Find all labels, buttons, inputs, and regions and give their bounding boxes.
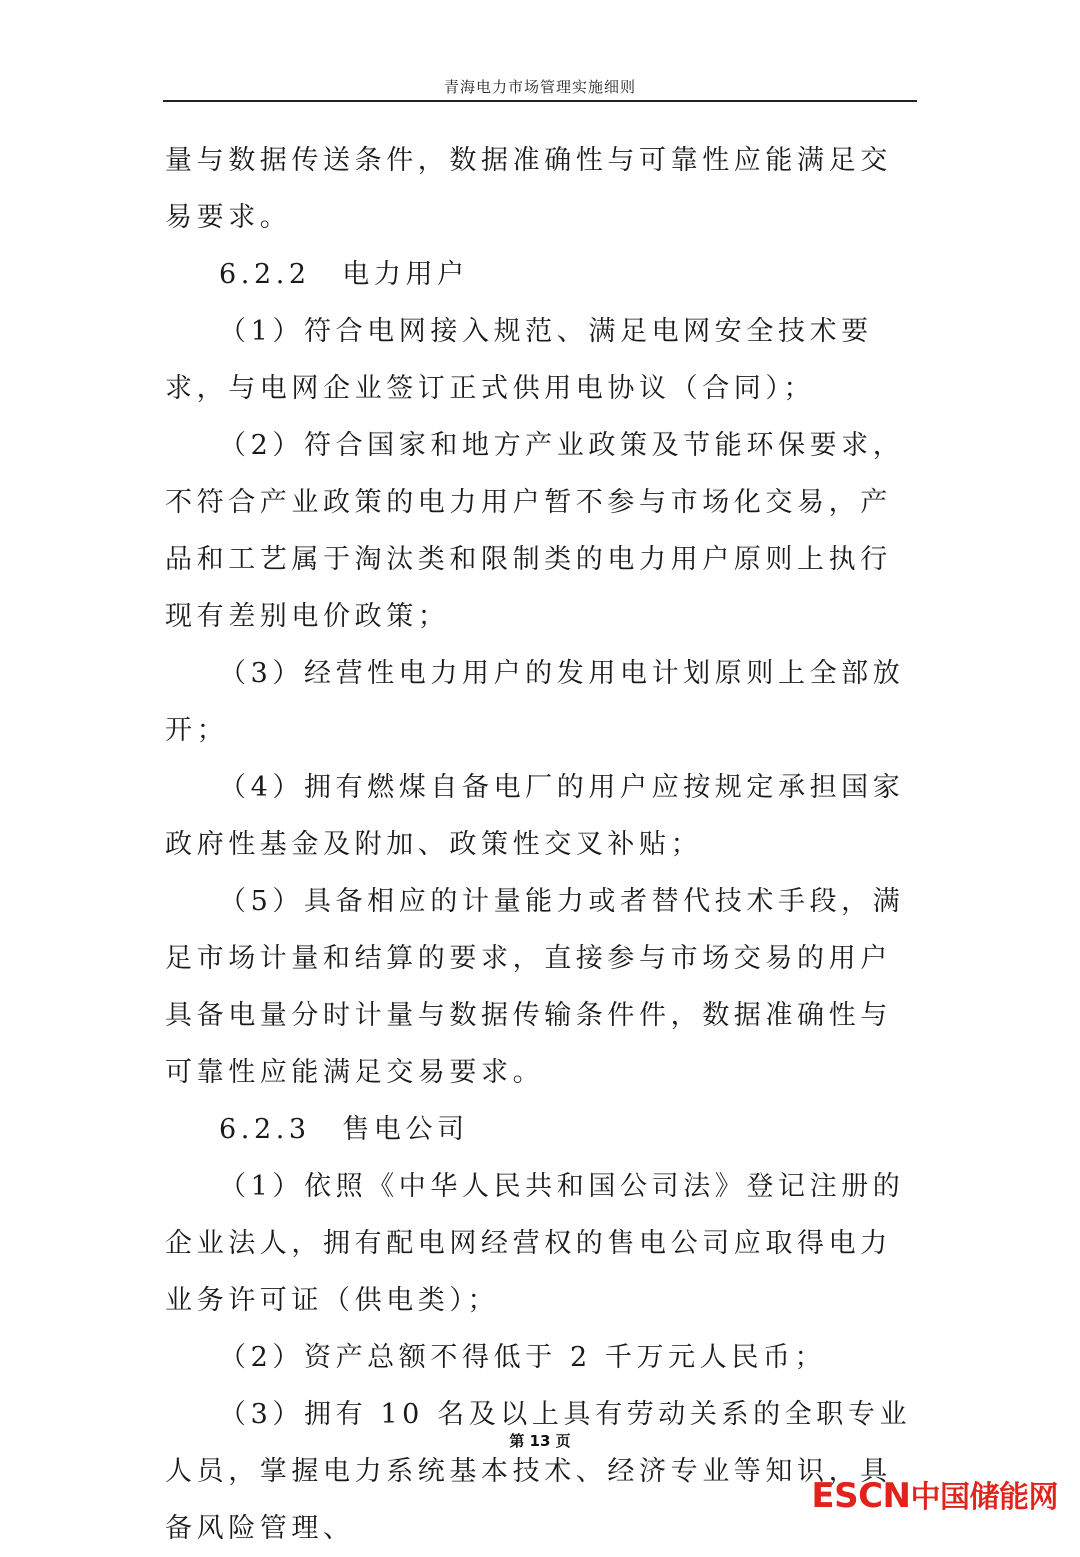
paragraph-continuation: 量与数据传送条件，数据准确性与可靠性应能满足交易要求。 [165,145,892,233]
section-heading-6-2-3: 6.2.3 售电公司 [219,1114,469,1145]
document-body [165,132,917,1557]
paragraph-item: （3）拥有 10 名及以上具有劳动关系的全职专业人员，掌握电力系统基本技术、经济专业等知识，具备风险管理、 [165,1399,912,1544]
header-divider [163,100,917,102]
paragraph-item: （3）经营性电力用户的发用电计划原则上全部放开； [165,658,905,746]
page-number: 第 13 页 [509,1432,571,1450]
section-heading-6-2-2: 6.2.2 电力用户 [219,259,469,290]
running-header-title: 青海电力市场管理实施细则 [443,78,636,96]
watermark-latin: ESCN [811,1476,911,1516]
paragraph-item: （1）符合电网接入规范、满足电网安全技术要求，与电网企业签订正式供用电协议（合同）； [165,316,873,404]
paragraph-item: （2）符合国家和地方产业政策及节能环保要求，不符合产业政策的电力用户暂不参与市场化交易，产品和工艺属于淘汰类和限制类的电力用户原则上执行现有差别电价政策； [165,430,905,632]
watermark-cjk: 中国储能网 [910,1480,1058,1515]
paragraph-item: （2）资产总额不得低于 2 千万元人民币； [219,1342,827,1373]
paragraph-item: （5）具备相应的计量能力或者替代技术手段，满足市场计量和结算的要求，直接参与市场交易的用户具备电量分时计量与数据传输条件件，数据准确性与可靠性应能满足交易要求。 [165,886,905,1088]
paragraph-item: （4）拥有燃煤自备电厂的用户应按规定承担国家政府性基金及附加、政策性交叉补贴； [165,772,905,860]
escn-watermark-logo [811,1472,1058,1516]
paragraph-item: （1）依照《中华人民共和国公司法》登记注册的企业法人，拥有配电网经营权的售电公司应取得电力业务许可证（供电类）； [165,1171,905,1316]
